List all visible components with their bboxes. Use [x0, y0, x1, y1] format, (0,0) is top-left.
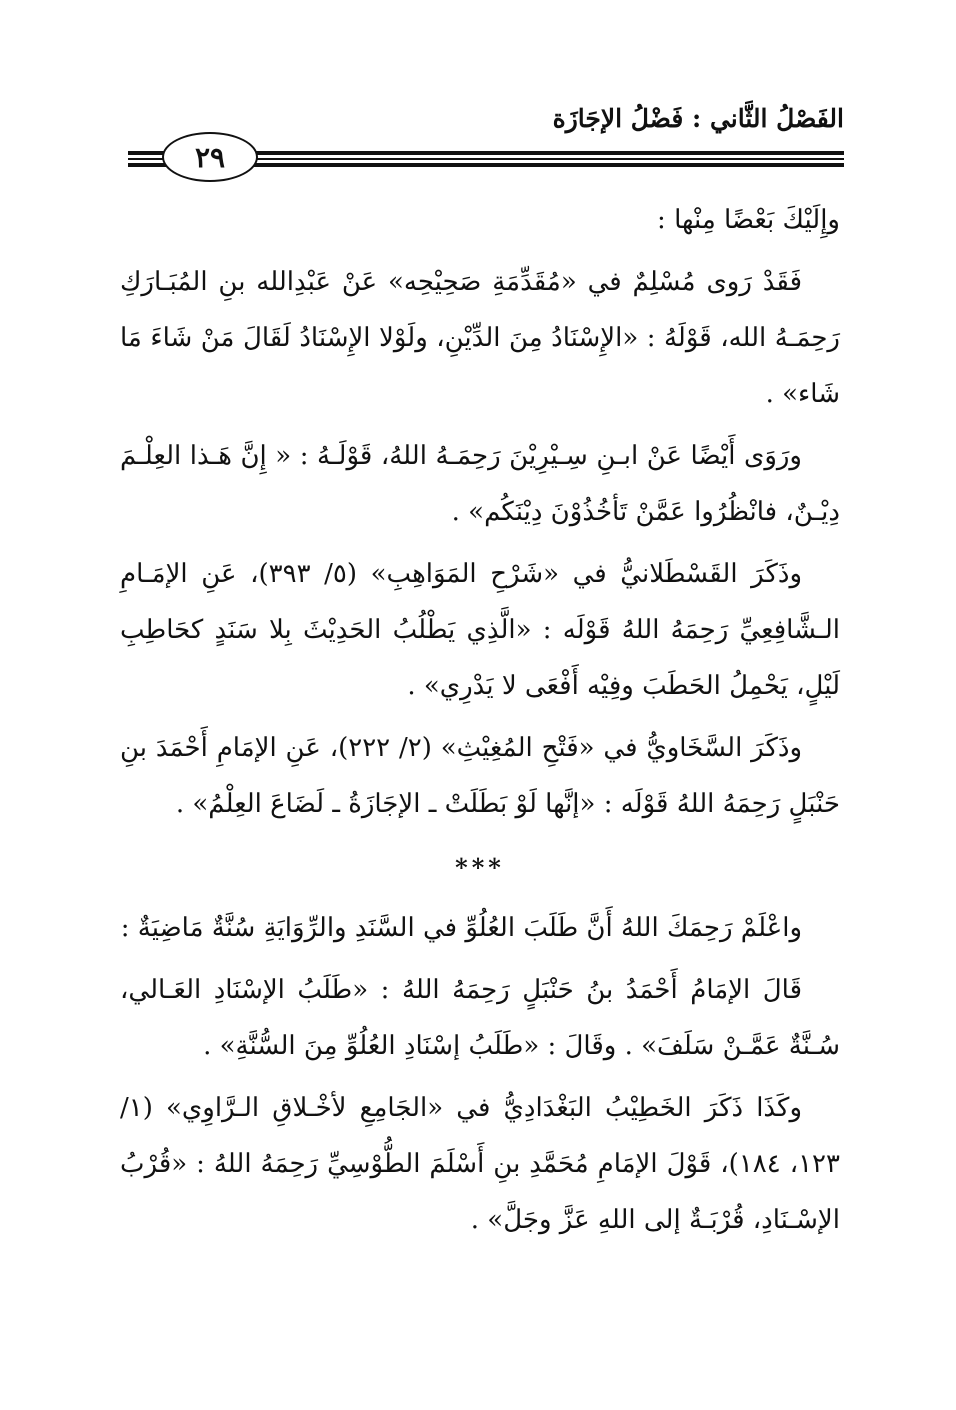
paragraph-intro: وإِلَيْكَ بَعْضًا مِنْها :	[657, 205, 840, 235]
paragraph-khatib: وكَذَا ذَكَرَ الخَطِيْبُ البَغْدَادِيُّ في «الجَامِعِ لأخْـلاقِ الـرَّاوِي» (١/ ١٢٣، ١٨٤)، قَوْلَ الإمَامِ مُحَمَّدِ بنِ أَسْلَمَ الطُّوْسِيِّ رَحِمَهُ اللهُ : «قُرْبُ الإسْـنَادِ، قُرْبَـةٌ إلى اللهِ عَزَّ وجَلَّ» .	[120, 1093, 840, 1235]
page-number-badge	[162, 132, 258, 182]
body-text	[120, 192, 840, 1254]
paragraph-ibn-sirin: ورَوَى أَيْضًا عَنْ ابـنِ سِـيْرِيْنَ رَحِمَـهُ اللهُ، قَوْلَـهُ : « إِنَّ هَـذا العِلْـمَ دِيْـنٌ، فانْظُرُوا عَمَّنْ تَأخُذُوْنَ دِيْنَكُم» .	[120, 441, 840, 527]
page-number: ٢٩	[194, 140, 226, 174]
paragraph-muslim: فَقَدْ رَوى مُسْلِمٌ في «مُقَدِّمَةِ صَحِيْحِه» عَنْ عَبْدِالله بنِ المُبَـارَكِ رَحِمَـهُ الله، قَوْلَهُ : «الإِسْنَادُ مِنَ الدِّيْنِ، ولَوْلا الإِسْنَادُ لَقَالَ مَنْ شَاءَ مَا شَاء» .	[120, 267, 840, 409]
paragraph-ahmad: قَالَ الإمَامُ أَحْمَدُ بنُ حَنْبَلٍ رَحِمَهُ اللهُ : «طَلَبُ الإسْنَادِ العَـالي، سُـنَّةٌ عَمَّـنْ سَلَفَ» . وقَالَ : «طَلَبُ إسْنَادِ العُلُوِّ مِنَ السُّنَّةِ» .	[120, 975, 840, 1061]
paragraph-qastalani: وذَكَرَ القَسْطَلانيُّ في «شَرْحِ المَوَاهِبِ» (٥/ ٣٩٣)، عَنِ الإمَـامِ الـشَّافِعِيِّ رَحِمَهُ اللهُ قَوْلَه : «الَّذِي يَطْلُبُ الحَدِيْثَ بِلا سَنَدٍ كحَاطِبِ لَيْلٍ، يَحْمِلُ الحَطَبَ وفِيْه أَفْعَى لا يَدْرِي» .	[120, 559, 840, 701]
paragraph-sakhawi: وذَكَرَ السَّخَاويُّ في «فَتْحِ المُغِيْثِ» (٢/ ٢٢٢)، عَنِ الإمَامِ أَحْمَدَ بنِ حَنْبَلٍ رَحِمَهُ اللهُ قَوْلَه : «إنَّها لَوْ بَطَلَتْ ـ الإجَازَةُ ـ لَضَاعَ العِلْمُ» .	[120, 733, 840, 819]
section-separator: ***	[455, 853, 505, 882]
paragraph-uluw: واعْلَمْ رَحِمَكَ اللهُ أَنَّ طَلَبَ العُلُوِّ في السَّنَدِ والرِّوَايَةِ سُنَّةٌ مَاضِيَةٌ :	[120, 913, 802, 943]
chapter-title: الفَصْلُ الثَّاني : فَضْلُ الإجَازَة	[552, 104, 844, 133]
